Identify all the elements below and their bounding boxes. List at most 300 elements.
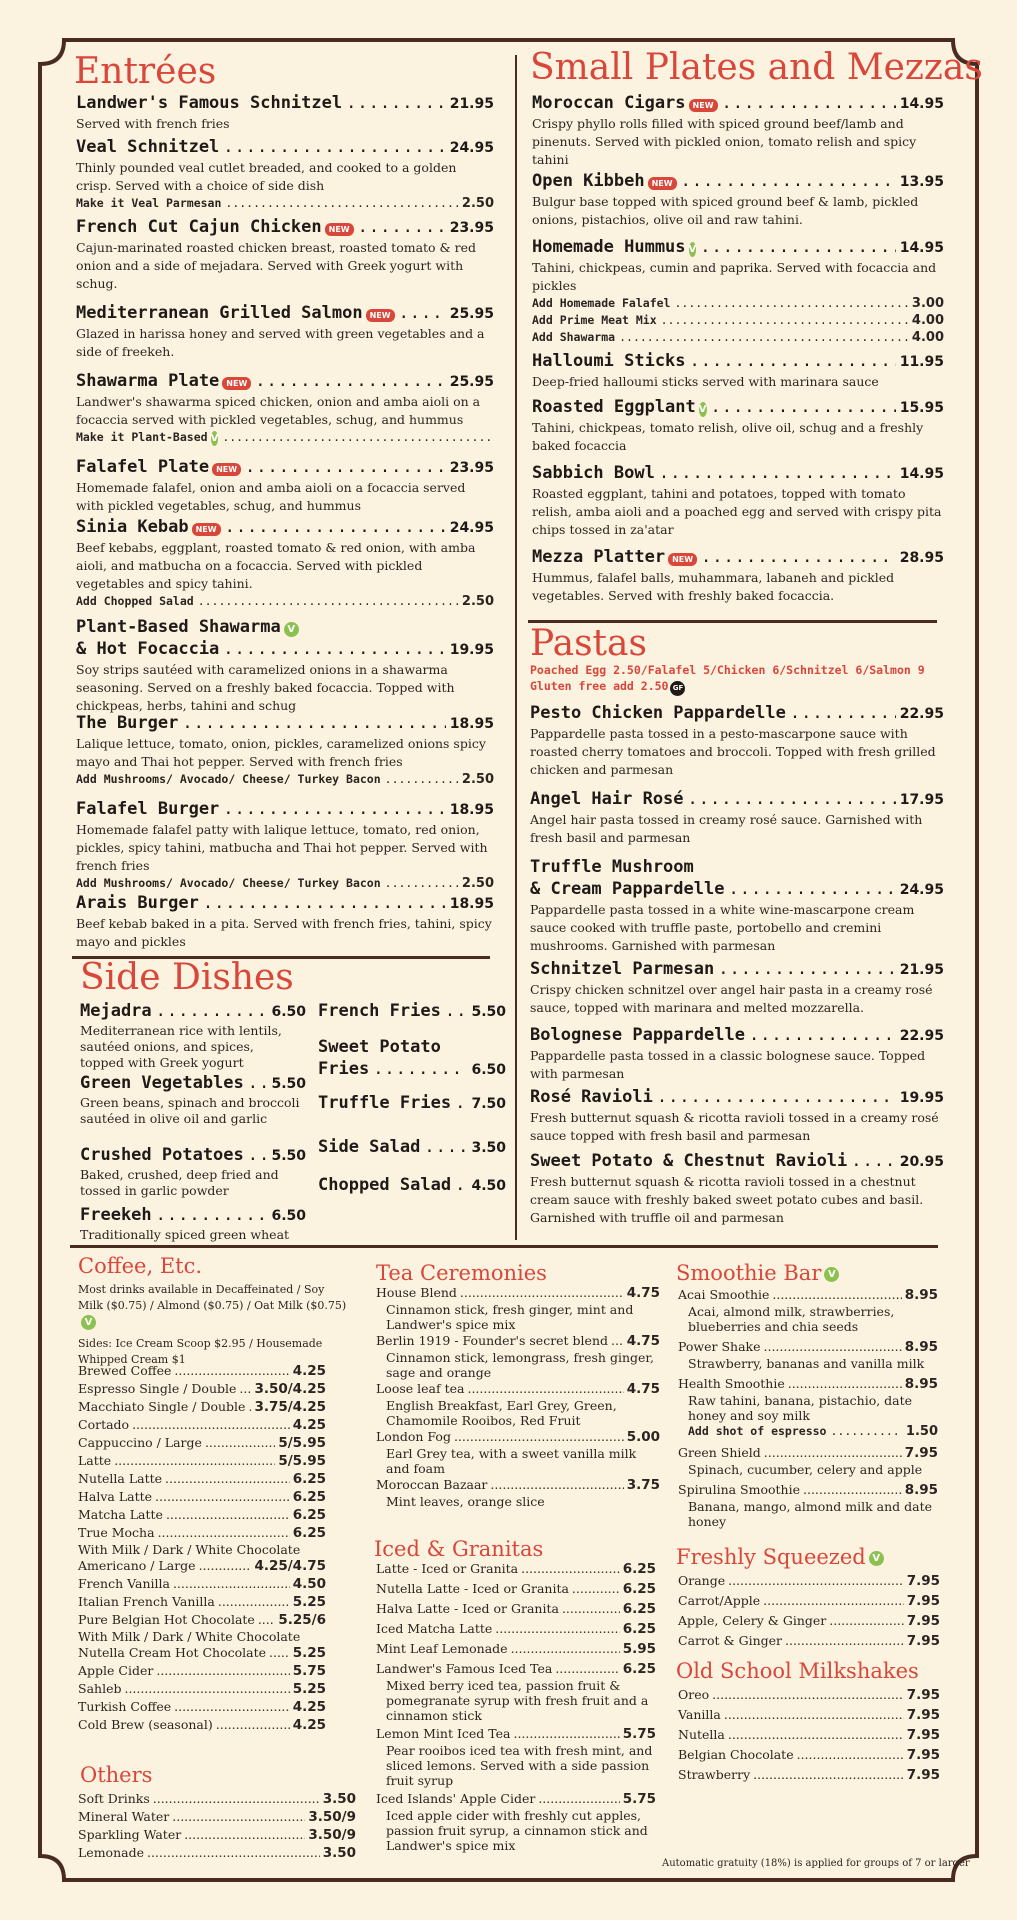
leader-dots: [764, 1444, 902, 1461]
item-price: 23.95: [449, 460, 494, 476]
drink-name: Halva Latte: [78, 1489, 153, 1504]
drink-name: Sparkling Water: [78, 1827, 182, 1842]
item-name: Shawarma Plate: [76, 371, 220, 391]
drink-name: Italian French Vanilla: [78, 1594, 215, 1609]
leader-dots: [346, 92, 446, 114]
drink-price: 3.50: [322, 1791, 356, 1807]
item-price: 25.95: [449, 374, 494, 390]
menu-item: [76, 136, 494, 212]
item-name-line: [530, 702, 944, 725]
item-description: Thinly pounded veal cutlet breaded, and cooked to a golden crisp. Served with a choice of side dish: [76, 160, 457, 193]
leader-dots: [728, 1572, 904, 1589]
item-description: Beef kebabs, eggplant, roasted tomato & red onion, with amba aioli, and matbucha on a focaccia. Served with pickled vegetables and spicy tahini.: [76, 540, 476, 591]
decaf-note-text: Most drinks available in Decaffeinated / Soy Milk ($0.75) / Almond ($0.75) / Oat Milk ($0.75)V: [78, 1283, 347, 1328]
drink-row: [78, 1452, 326, 1470]
leader-dots: [661, 312, 908, 329]
leader-dots: [218, 1593, 290, 1610]
item-description: Mediterranean rice with lentils, sautéed onions, and spices, topped with Greek yogurt: [80, 1023, 282, 1070]
menu-item: [76, 370, 494, 446]
section-title: Smoothie Bar V: [676, 1260, 839, 1286]
drink-row: [78, 1662, 326, 1680]
addon-line: [532, 312, 944, 329]
drink-name: Vanilla: [678, 1707, 721, 1722]
item-name: Rosé Ravioli: [530, 1087, 653, 1107]
leader-dots: [124, 1680, 289, 1697]
item-description: Landwer's shawarma spiced chicken, onion and amba aioli on a focaccia served with pickled vegetables, schug, and hummus: [76, 394, 481, 427]
drink-name: Iced Matcha Latte: [376, 1621, 493, 1636]
leader-dots: [174, 1698, 290, 1715]
leader-dots: [222, 429, 490, 446]
leader-dots: [555, 1660, 619, 1677]
item-description: Angel hair pasta tossed in creamy rosé sauce. Garnished with fresh basil and parmesan: [530, 812, 923, 845]
item-price: 20.95: [899, 1154, 944, 1170]
drink-row: [78, 1698, 326, 1716]
section-title: Others: [80, 1763, 153, 1787]
item-name: Pesto Chicken Pappardelle: [530, 703, 786, 723]
leader-dots: [174, 1362, 289, 1379]
section-title: Side Dishes: [80, 957, 294, 998]
leader-dots: [199, 1557, 252, 1574]
menu-item: [76, 92, 494, 133]
drink-price: 5.75: [622, 1791, 656, 1807]
item-description: Cajun-marinated roasted chicken breast, roasted tomato & red onion and a side of mejadara. Served with Greek yogurt with schug.: [76, 240, 477, 291]
new-badge: NEW: [689, 99, 718, 112]
item-description: Beef kebab baked in a pita. Served with french fries, tahini, spicy mayo and pickles: [76, 916, 492, 949]
item-name-line: [318, 1058, 506, 1081]
item-name-line: [530, 1086, 944, 1109]
vegan-icon: V: [698, 404, 707, 415]
item-price: 14.95: [899, 240, 944, 256]
pasta-addons: Poached Egg 2.50/Falafel 5/Chicken 6/Schnitzel 6/Salmon 9: [530, 663, 925, 677]
item-description: Fresh butternut squash & ricotta ravioli tossed in a creamy rosé sauce topped with fresh basil and parmesan: [530, 1110, 939, 1143]
drink-name: Acai Smoothie: [678, 1287, 770, 1302]
drink-price: 3.50/9: [308, 1827, 356, 1843]
drink-row: [78, 1398, 326, 1416]
item-name-line: [76, 892, 494, 915]
menu-item: [76, 516, 494, 610]
item-price: 28.95: [899, 550, 944, 566]
leader-dots: [385, 771, 458, 788]
leader-dots: [830, 1423, 901, 1440]
addon-line: [76, 195, 494, 212]
drink-name: Carrot & Ginger: [678, 1633, 782, 1648]
drink-description: Strawberry, bananas and vanilla milk: [688, 1356, 925, 1371]
item-name-line: [532, 546, 944, 569]
item-price: 24.95: [899, 882, 944, 898]
vegan-icon: V: [81, 1315, 96, 1330]
leader-dots: [269, 1644, 290, 1661]
drink-description: Raw tahini, banana, pistachio, date honey and soy milk: [688, 1393, 913, 1423]
drink-price: 4.75: [626, 1285, 660, 1301]
item-price: 22.95: [899, 706, 944, 722]
leader-dots: [182, 712, 445, 734]
addon-price: 2.50: [461, 594, 494, 609]
drink-row: [78, 1380, 326, 1398]
item-name-line: [532, 92, 944, 115]
drink-row: [78, 1644, 326, 1662]
drink-price: 7.95: [904, 1445, 938, 1461]
item-name: Moroccan Cigars: [532, 93, 686, 113]
drink-row: [376, 1332, 660, 1350]
addon-line: [76, 771, 494, 788]
leader-dots: [753, 1766, 904, 1783]
leader-dots: [511, 1640, 620, 1657]
leader-dots: [258, 1611, 276, 1628]
menu-item: [530, 856, 944, 955]
drink-description: Mixed berry iced tea, passion fruit & pomegranate syrup with fresh fruit and a cinnamon stick: [386, 1678, 649, 1723]
item-name-line: [76, 370, 494, 393]
item-name: Mejadra: [80, 1001, 152, 1021]
item-name-line: [530, 1024, 944, 1047]
drink-price: 8.95: [904, 1482, 938, 1498]
gluten-free-text: Gluten free add 2.50: [530, 679, 669, 693]
menu-item: [530, 958, 944, 1017]
gratuity-footer: Automatic gratuity (18%) is applied for groups of 7 or larger: [662, 1858, 970, 1869]
item-name-line: [530, 958, 944, 981]
section-title: Tea Ceremonies: [376, 1261, 547, 1285]
item-name-line: [318, 1136, 506, 1159]
drink-name: Berlin 1919 - Founder's secret blend: [376, 1333, 609, 1348]
drink-name: Health Smoothie: [678, 1376, 785, 1391]
leader-dots: [223, 136, 445, 158]
item-price: 6.50: [271, 1004, 306, 1020]
item-price: 21.95: [449, 96, 494, 112]
addon-name: Add Chopped Salad: [76, 594, 194, 608]
gluten-free-icon: GF: [670, 681, 685, 696]
drink-price: 6.25: [622, 1581, 656, 1597]
drink-name: Apple Cider: [78, 1663, 154, 1678]
vegan-icon: V: [210, 433, 219, 444]
drink-row: [78, 1790, 356, 1808]
drink-name: Spirulina Smoothie: [678, 1482, 800, 1497]
leader-dots: [724, 1706, 904, 1723]
drink-price: 5.25: [292, 1645, 326, 1661]
gluten-free-note: [530, 678, 685, 696]
addon-price: 3.00: [911, 296, 944, 311]
leader-dots: [521, 1560, 620, 1577]
drink-price: 4.25: [292, 1699, 326, 1715]
leader-dots: [785, 1632, 904, 1649]
drink-row: [78, 1362, 326, 1380]
item-name-line: [318, 1092, 506, 1115]
item-name-line: [530, 788, 944, 811]
addon-name: Add Homemade Falafel: [532, 296, 671, 310]
menu-item: [532, 236, 944, 346]
item-price: 3.50: [471, 1140, 506, 1156]
item-name: Angel Hair Rosé: [530, 789, 684, 809]
item-name: Falafel Plate: [76, 457, 210, 477]
item-price: 18.95: [449, 896, 494, 912]
new-badge: NEW: [668, 553, 697, 566]
drink-price: 5/5.95: [278, 1435, 326, 1451]
drink-price: 4.25: [292, 1363, 326, 1379]
section-title: Freshly Squeezed V: [676, 1544, 884, 1570]
item-name-line: [80, 1144, 306, 1167]
drink-price: 7.95: [906, 1687, 940, 1703]
leader-dots: [513, 1725, 619, 1742]
drink-row: [678, 1481, 938, 1499]
drink-row: [78, 1575, 326, 1593]
leader-dots: [712, 1686, 904, 1703]
drink-name: Lemon Mint Iced Tea: [376, 1726, 511, 1741]
drink-name: Latte - Iced or Granita: [376, 1561, 519, 1576]
addon-price: 2.50: [461, 876, 494, 891]
leader-dots: [659, 462, 896, 484]
menu-item: [76, 216, 494, 293]
item-name-line: [76, 616, 494, 638]
vegan-icon: V: [824, 1267, 839, 1282]
drink-price: 7.95: [906, 1593, 940, 1609]
item-price: 14.95: [899, 466, 944, 482]
new-badge: NEW: [212, 463, 241, 476]
side-item: [318, 1000, 506, 1023]
addon-name: Make it Plant-Based: [76, 430, 208, 444]
drink-name: Latte: [78, 1453, 112, 1468]
drink-name: Cortado: [78, 1417, 130, 1432]
drink-name: French Vanilla: [78, 1576, 170, 1591]
drink-name: House Blend: [376, 1285, 457, 1300]
leader-dots: [203, 892, 446, 914]
drink-name: Nutella Latte - Iced or Granita: [376, 1581, 569, 1596]
leader-dots: [803, 1481, 902, 1498]
drink-name: Cappuccino / Large: [78, 1435, 202, 1450]
leader-dots: [538, 1790, 619, 1807]
addon-name: Add Prime Meat Mix: [532, 313, 657, 327]
new-badge: NEW: [325, 223, 354, 236]
drink-name: Matcha Latte: [78, 1507, 163, 1522]
item-name: Sweet Potato & Chestnut Ravioli: [530, 1151, 848, 1171]
drink-price: 5.00: [626, 1429, 660, 1445]
drink-price: 4.25: [292, 1417, 326, 1433]
leader-dots: [829, 1612, 903, 1629]
leader-dots: [455, 1174, 467, 1196]
menu-item: [532, 350, 944, 391]
item-name: Freekeh: [80, 1205, 152, 1225]
drink-name: Green Shield: [678, 1445, 761, 1460]
leader-dots: [797, 1746, 904, 1763]
drink-price: 6.25: [622, 1661, 656, 1677]
drink-description: With Milk / Dark / White Chocolate: [78, 1542, 301, 1557]
leader-dots: [165, 1470, 290, 1487]
item-name-line: [80, 1204, 306, 1227]
drink-price: 3.75: [626, 1477, 660, 1493]
drink-price: 5.75: [622, 1726, 656, 1742]
drink-price: 7.95: [906, 1747, 940, 1763]
leader-dots: [114, 1452, 275, 1469]
addon-line: [76, 429, 494, 446]
item-name-line: [76, 712, 494, 735]
drink-price: 5.25/6: [278, 1612, 326, 1628]
decaf-note: [78, 1282, 348, 1368]
drink-row: [78, 1506, 326, 1524]
side-item: [80, 1072, 306, 1127]
item-name: Bolognese Pappardelle: [530, 1025, 745, 1045]
drink-price: 6.25: [292, 1507, 326, 1523]
leader-dots: [701, 546, 896, 568]
side-item: [80, 1144, 306, 1199]
drink-name: Lemonade: [78, 1845, 144, 1860]
drink-row: [376, 1620, 656, 1638]
drink-name: Oreo: [678, 1687, 710, 1702]
item-name: Sabbich Bowl: [532, 463, 655, 483]
item-name-line: [76, 456, 494, 479]
item-name-line: [318, 1174, 506, 1197]
leader-dots: [223, 638, 445, 660]
new-badge: NEW: [192, 523, 221, 536]
drink-price: 4.25/4.75: [254, 1558, 326, 1574]
drink-list: [678, 1572, 940, 1650]
item-name-line: [80, 1072, 306, 1095]
drink-row: [678, 1686, 940, 1704]
drink-description: Pear rooibos iced tea with fresh mint, and sliced lemons. Served with a side passion fruit syrup: [386, 1743, 653, 1788]
drink-row: [78, 1470, 326, 1488]
drink-row: [78, 1680, 326, 1698]
item-description: Baked, crushed, deep fried and tossed in garlic powder: [80, 1167, 279, 1198]
drink-name: Pure Belgian Hot Chocolate: [78, 1612, 255, 1627]
item-description: Crispy chicken schnitzel over angel hair pasta in a creamy rosé sauce, topped with marinara and melted mozzarella.: [530, 982, 933, 1015]
leader-dots: [239, 1380, 251, 1397]
new-badge: NEW: [222, 377, 251, 390]
sides-note-text: Sides: Ice Cream Scoop $2.95 / Housemade Whipped Cream $1: [78, 1337, 323, 1366]
leader-dots: [688, 788, 896, 810]
drink-description: Cinnamon stick, fresh ginger, mint and Landwer's spice mix: [386, 1302, 634, 1332]
drink-price: 3.50/4.25: [254, 1381, 326, 1397]
item-name-line: [76, 92, 494, 115]
drink-row: [78, 1524, 326, 1542]
menu-item: [76, 616, 494, 715]
leader-dots: [728, 1726, 904, 1743]
side-item: [318, 1174, 506, 1197]
drink-name: Iced Islands' Apple Cider: [376, 1791, 536, 1806]
leader-dots: [424, 1136, 467, 1158]
drink-row: [78, 1826, 356, 1844]
menu-item: [76, 798, 494, 892]
addon-name: Add Shawarma: [532, 330, 616, 344]
leader-dots: [255, 370, 445, 392]
item-name: Truffle Fries: [318, 1093, 452, 1113]
item-price: 7.50: [471, 1096, 506, 1112]
addon-price: 4.00: [911, 313, 944, 328]
drink-list: [376, 1284, 660, 1509]
drink-name: Nutella Latte: [78, 1471, 163, 1486]
item-name: Truffle Mushroom: [530, 857, 694, 877]
item-name-line: [76, 216, 494, 239]
item-price: 5.50: [271, 1148, 306, 1164]
drink-row: [376, 1790, 656, 1808]
leader-dots: [700, 236, 895, 258]
drink-name: Soft Drinks: [78, 1791, 150, 1806]
drink-row: [678, 1592, 940, 1610]
drink-list: [78, 1362, 326, 1734]
leader-dots: [198, 593, 458, 610]
leader-dots: [722, 92, 896, 114]
menu-item: [530, 1150, 944, 1227]
item-price: 19.95: [899, 1090, 944, 1106]
item-name: The Burger: [76, 713, 179, 733]
drink-description: Cinnamon stick, lemongrass, fresh ginger, sage and orange: [386, 1350, 654, 1380]
drink-price: 3.50: [322, 1845, 356, 1861]
item-price: 18.95: [449, 802, 494, 818]
side-item: [80, 1204, 306, 1243]
leader-dots: [172, 1808, 305, 1825]
item-name: Veal Schnitzel: [76, 137, 220, 157]
leader-dots: [373, 1058, 467, 1080]
item-description: Bulgur base topped with spiced ground beef & lamb, pickled onions, pistachios, olive oil and raw tahini.: [532, 194, 919, 227]
drink-price: 5.25: [292, 1594, 326, 1610]
drink-name: Halva Latte - Iced or Granita: [376, 1601, 559, 1616]
drink-price: 3.75/4.25: [254, 1399, 326, 1415]
item-price: 5.50: [471, 1004, 506, 1020]
drink-name: Macchiato Single / Double: [78, 1399, 246, 1414]
drink-description: Mint leaves, orange slice: [386, 1494, 545, 1509]
drink-row: [678, 1632, 940, 1650]
item-name: Open Kibbeh: [532, 171, 645, 191]
drink-price: 6.25: [622, 1601, 656, 1617]
leader-dots: [158, 1524, 290, 1541]
drink-row: [376, 1476, 660, 1494]
side-item: [318, 1136, 506, 1159]
drink-name: Carrot/Apple: [678, 1593, 761, 1608]
pasta-addons-note: [530, 662, 925, 679]
drink-price: 5.75: [292, 1663, 326, 1679]
vegan-icon: V: [688, 244, 697, 255]
leader-dots: [718, 958, 895, 980]
drink-row: [78, 1611, 326, 1629]
item-description: Hummus, falafel balls, muhammara, labaneh and pickled vegetables. Served with freshly baked focaccia.: [532, 570, 895, 603]
drink-price: 6.25: [292, 1525, 326, 1541]
leader-dots: [223, 798, 445, 820]
leader-dots: [358, 216, 446, 238]
item-price: 24.95: [449, 140, 494, 156]
drink-price: 3.50/9: [308, 1809, 356, 1825]
leader-dots: [454, 1428, 624, 1445]
menu-item: [530, 1024, 944, 1083]
item-price: 17.95: [899, 792, 944, 808]
leader-dots: [173, 1575, 290, 1592]
drink-row: [376, 1725, 656, 1743]
item-price: 25.95: [449, 306, 494, 322]
leader-dots: [790, 702, 896, 724]
drink-price: 6.25: [292, 1489, 326, 1505]
leader-dots: [445, 1000, 468, 1022]
drink-name: Sahleb: [78, 1681, 122, 1696]
leader-dots: [788, 1375, 902, 1392]
drink-price: 4.25: [292, 1717, 326, 1733]
vegan-icon: V: [284, 622, 299, 637]
item-description: Deep-fried halloumi sticks served with marinara sauce: [532, 374, 879, 389]
leader-dots: [619, 329, 908, 346]
drink-row: [678, 1444, 938, 1462]
item-name: Chopped Salad: [318, 1175, 452, 1195]
leader-dots: [572, 1580, 620, 1597]
addon-name: Add Mushrooms/ Avocado/ Cheese/ Turkey Bacon: [76, 772, 381, 786]
drink-row: [376, 1380, 660, 1398]
drink-row: [678, 1766, 940, 1784]
item-price: 21.95: [899, 962, 944, 978]
drink-price: 7.95: [906, 1727, 940, 1743]
item-price: 5.50: [271, 1076, 306, 1092]
item-description: Pappardelle pasta tossed in a pesto-mascarpone sauce with roasted cherry tomatoes and broccoli. Topped with fresh grilled chicken and parmesan: [530, 726, 936, 777]
drink-row: [376, 1640, 656, 1658]
drink-description: With Milk / Dark / White Chocolate: [78, 1629, 301, 1644]
menu-item: [530, 702, 944, 779]
item-description: Green beans, spinach and broccoli sautéed in olive oil and garlic: [80, 1095, 300, 1126]
menu-item: [76, 302, 494, 361]
leader-dots: [455, 1092, 467, 1114]
item-name: Falafel Burger: [76, 799, 220, 819]
leader-dots: [690, 350, 896, 372]
item-description: Fresh butternut squash & ricotta ravioli tossed in a chestnut cream sauce with freshly baked sweet potato cubes and basil. Garnished with truffle oil and parmesan: [530, 1174, 924, 1225]
